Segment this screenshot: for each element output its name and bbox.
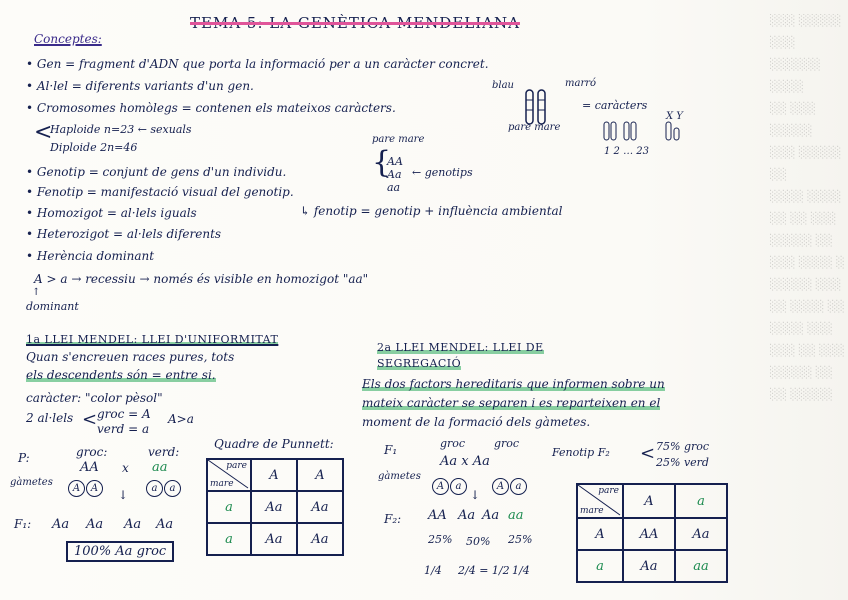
label-pare-mare: pare mare [508, 122, 561, 133]
law2-heading-2: SEGREGACIÓ [377, 357, 462, 370]
law2-gametes: gàmetes [378, 471, 421, 482]
law2-f2-2: Aa [458, 508, 476, 523]
punnett1-title: Quadre de Punnett: [214, 437, 334, 451]
law2-pct-2: 50% [466, 535, 491, 548]
law2-heading-1: 2a LLEI MENDEL: LLEI DE [377, 341, 544, 354]
concept-haploide: Haploide n=23 ← sexuals [50, 123, 192, 136]
concept-homozigot: • Homozigot = al·lels iguals [26, 206, 197, 220]
punnett1-cell: Aa [297, 491, 343, 523]
concepts-heading: Conceptes: [34, 32, 102, 46]
punnett2-cell: Aa [623, 550, 675, 582]
law1-p-x: x [122, 461, 129, 475]
law2-fenotip-f2: Fenotip F₂ [552, 446, 610, 459]
down-arrow-icon: ↓ [118, 488, 129, 502]
chromosome-pairs-icon [600, 118, 690, 146]
law2-down-arrow-icon: ↓ [470, 488, 481, 502]
punnett2-cell: aa [675, 550, 727, 582]
label-pare-mare-2: pare mare [372, 134, 425, 145]
law2-verd-pct: 25% verd [656, 456, 709, 469]
concept-alel: • Al·lel = diferents variants d'un gen. [26, 79, 254, 93]
label-blau: blau [492, 80, 515, 91]
label-genotips: ← genotips [412, 166, 473, 179]
concept-diploide: Diploide 2n=46 [50, 141, 138, 154]
punnett1-table [206, 458, 344, 556]
law2-groc-2: groc [494, 437, 520, 450]
bleed-through-text: ░░░ ░░░░░ ░░░ ░░░░░░ ░░░░ ░░ ░░░ ░░░░░ ░░░ ░░░░░ ░░ ░░░░ ░░░░ ░░ ░░ ░░░ ░░░░░ ░░ ░░░ ░░░░ ░ ░░░░░ ░░░ ░░ ░░░░ ░░ ░░░░ ░░░ ░░░ ░░ ░░░ ░░░░░ ░░ ░░ ░░░░░ [770, 14, 845, 401]
law2-f2-1: AA [428, 508, 447, 523]
law1-heading: 1a LLEI MENDEL: LLEI D'UNIFORMITAT [26, 333, 279, 346]
concept-dominant: dominant [26, 300, 79, 313]
law1-dominance: A>a [168, 412, 194, 426]
punnett2-cell: AA [623, 518, 675, 550]
punnett1-row-2-head: a [207, 523, 251, 555]
page-title: TEMA 5: LA GENÈTICA MENDELIANA [190, 14, 520, 32]
concept-gen: • Gen = fragment d'ADN que porta la informació per a un caràcter concret. [26, 57, 489, 71]
law2-groc-pct: 75% groc [656, 440, 710, 453]
law2-frac-1: 1/4 [424, 564, 442, 577]
law1-p-aa: aa [152, 460, 168, 475]
law2-f2-4: aa [508, 508, 524, 523]
law2-f2-3: Aa [482, 508, 500, 523]
alels-brace-icon: < [82, 409, 98, 430]
concept-genotip: • Genotip = conjunt de gens d'un individu. [26, 165, 287, 179]
punnett2-row-2-head: a [577, 550, 623, 582]
concept-homolegs: • Cromosomes homòlegs = contenen els mateixos caràcters. [26, 101, 396, 115]
law1-f1-label: F₁: [14, 517, 32, 531]
label-marro: marró [565, 78, 597, 89]
gametes-a-icons: a a [146, 476, 182, 497]
law2-cross: Aa x Aa [440, 454, 490, 469]
genotip-Aa: Aa [387, 168, 402, 181]
gametes-A-icons: A A [68, 476, 104, 497]
law1-f1-2: Aa [86, 517, 104, 532]
brace-genotips-icon: { [372, 145, 392, 180]
punnett1-row-1-head: a [207, 491, 251, 523]
law1-result-box: 100% Aa groc [66, 541, 174, 562]
fenotip-brace-icon: < [640, 443, 656, 464]
law1-groc: groc = A [97, 407, 151, 421]
concept-fenotip: • Fenotip = manifestació visual del genotip. [26, 185, 294, 199]
law1-f1-4: Aa [156, 517, 174, 532]
brace-icon: < [34, 120, 53, 145]
law1-verd: verd = a [97, 422, 150, 436]
law2-f1-label: F₁ [384, 443, 398, 457]
law2-gametes-right-icons: A a [492, 474, 528, 495]
law2-pct-1: 25% [428, 533, 453, 546]
punnett2-row-1-head: A [577, 518, 623, 550]
law1-p-groc: groc: [76, 445, 108, 459]
law2-frac-3: 1/4 [512, 564, 530, 577]
label-pairs: 1 2 … 23 [604, 146, 649, 157]
law1-f1-1: Aa [52, 517, 70, 532]
punnett1-cell: Aa [251, 491, 297, 523]
law2-frac-2: 2/4 = 1/2 [458, 564, 510, 577]
punnett1-col-1: A [251, 459, 297, 491]
punnett2-col-1: A [623, 484, 675, 518]
label-caracters: = caràcters [582, 99, 648, 112]
label-xy: X Y [666, 111, 683, 122]
concept-recessiu: A > a → recessiu → només és visible en homozigot "aa" [34, 272, 369, 286]
punnett2-cell: Aa [675, 518, 727, 550]
punnett1-cell: Aa [251, 523, 297, 555]
law2-text2: mateix caràcter se separen i es reparteixen en el [362, 396, 661, 410]
law1-p-verd: verd: [148, 445, 180, 459]
punnett2-table [576, 483, 728, 583]
law1-p-label: P: [18, 451, 30, 465]
concept-heterozigot: • Heterozigot = al·lels diferents [26, 227, 222, 241]
law1-f1-3: Aa [124, 517, 142, 532]
punnett2-col-2: a [675, 484, 727, 518]
fenotip-rule: ↳ fenotip = genotip + influència ambiental [300, 204, 563, 218]
law2-pct-3: 25% [508, 533, 533, 546]
law1-gametes: gàmetes [10, 477, 53, 488]
law2-text1: Els dos factors hereditaris que informen sobre un [362, 377, 665, 391]
punnett1-col-2: A [297, 459, 343, 491]
law2-text3: moment de la formació dels gàmetes. [362, 415, 591, 429]
law1-alels: 2 al·lels [26, 411, 74, 425]
law2-f2-label: F₂: [384, 512, 402, 526]
law1-caracter: caràcter: "color pèsol" [26, 391, 163, 405]
law1-text1: Quan s'encreuen races pures, tots [26, 350, 235, 364]
punnett1-cell: Aa [297, 523, 343, 555]
punnett2-corner: pare mare [577, 484, 623, 518]
up-arrow-icon: ↑ [32, 287, 41, 298]
law2-groc-1: groc [440, 437, 466, 450]
law2-gametes-left-icons: A a [432, 474, 468, 495]
punnett1-corner: pare mare [207, 459, 251, 491]
law1-p-AA: AA [80, 460, 99, 475]
genotip-AA: AA [387, 155, 403, 168]
genotip-aa: aa [387, 181, 401, 194]
concept-herencia: • Herència dominant [26, 249, 155, 263]
law1-text2: els descendents són = entre si. [26, 368, 216, 382]
